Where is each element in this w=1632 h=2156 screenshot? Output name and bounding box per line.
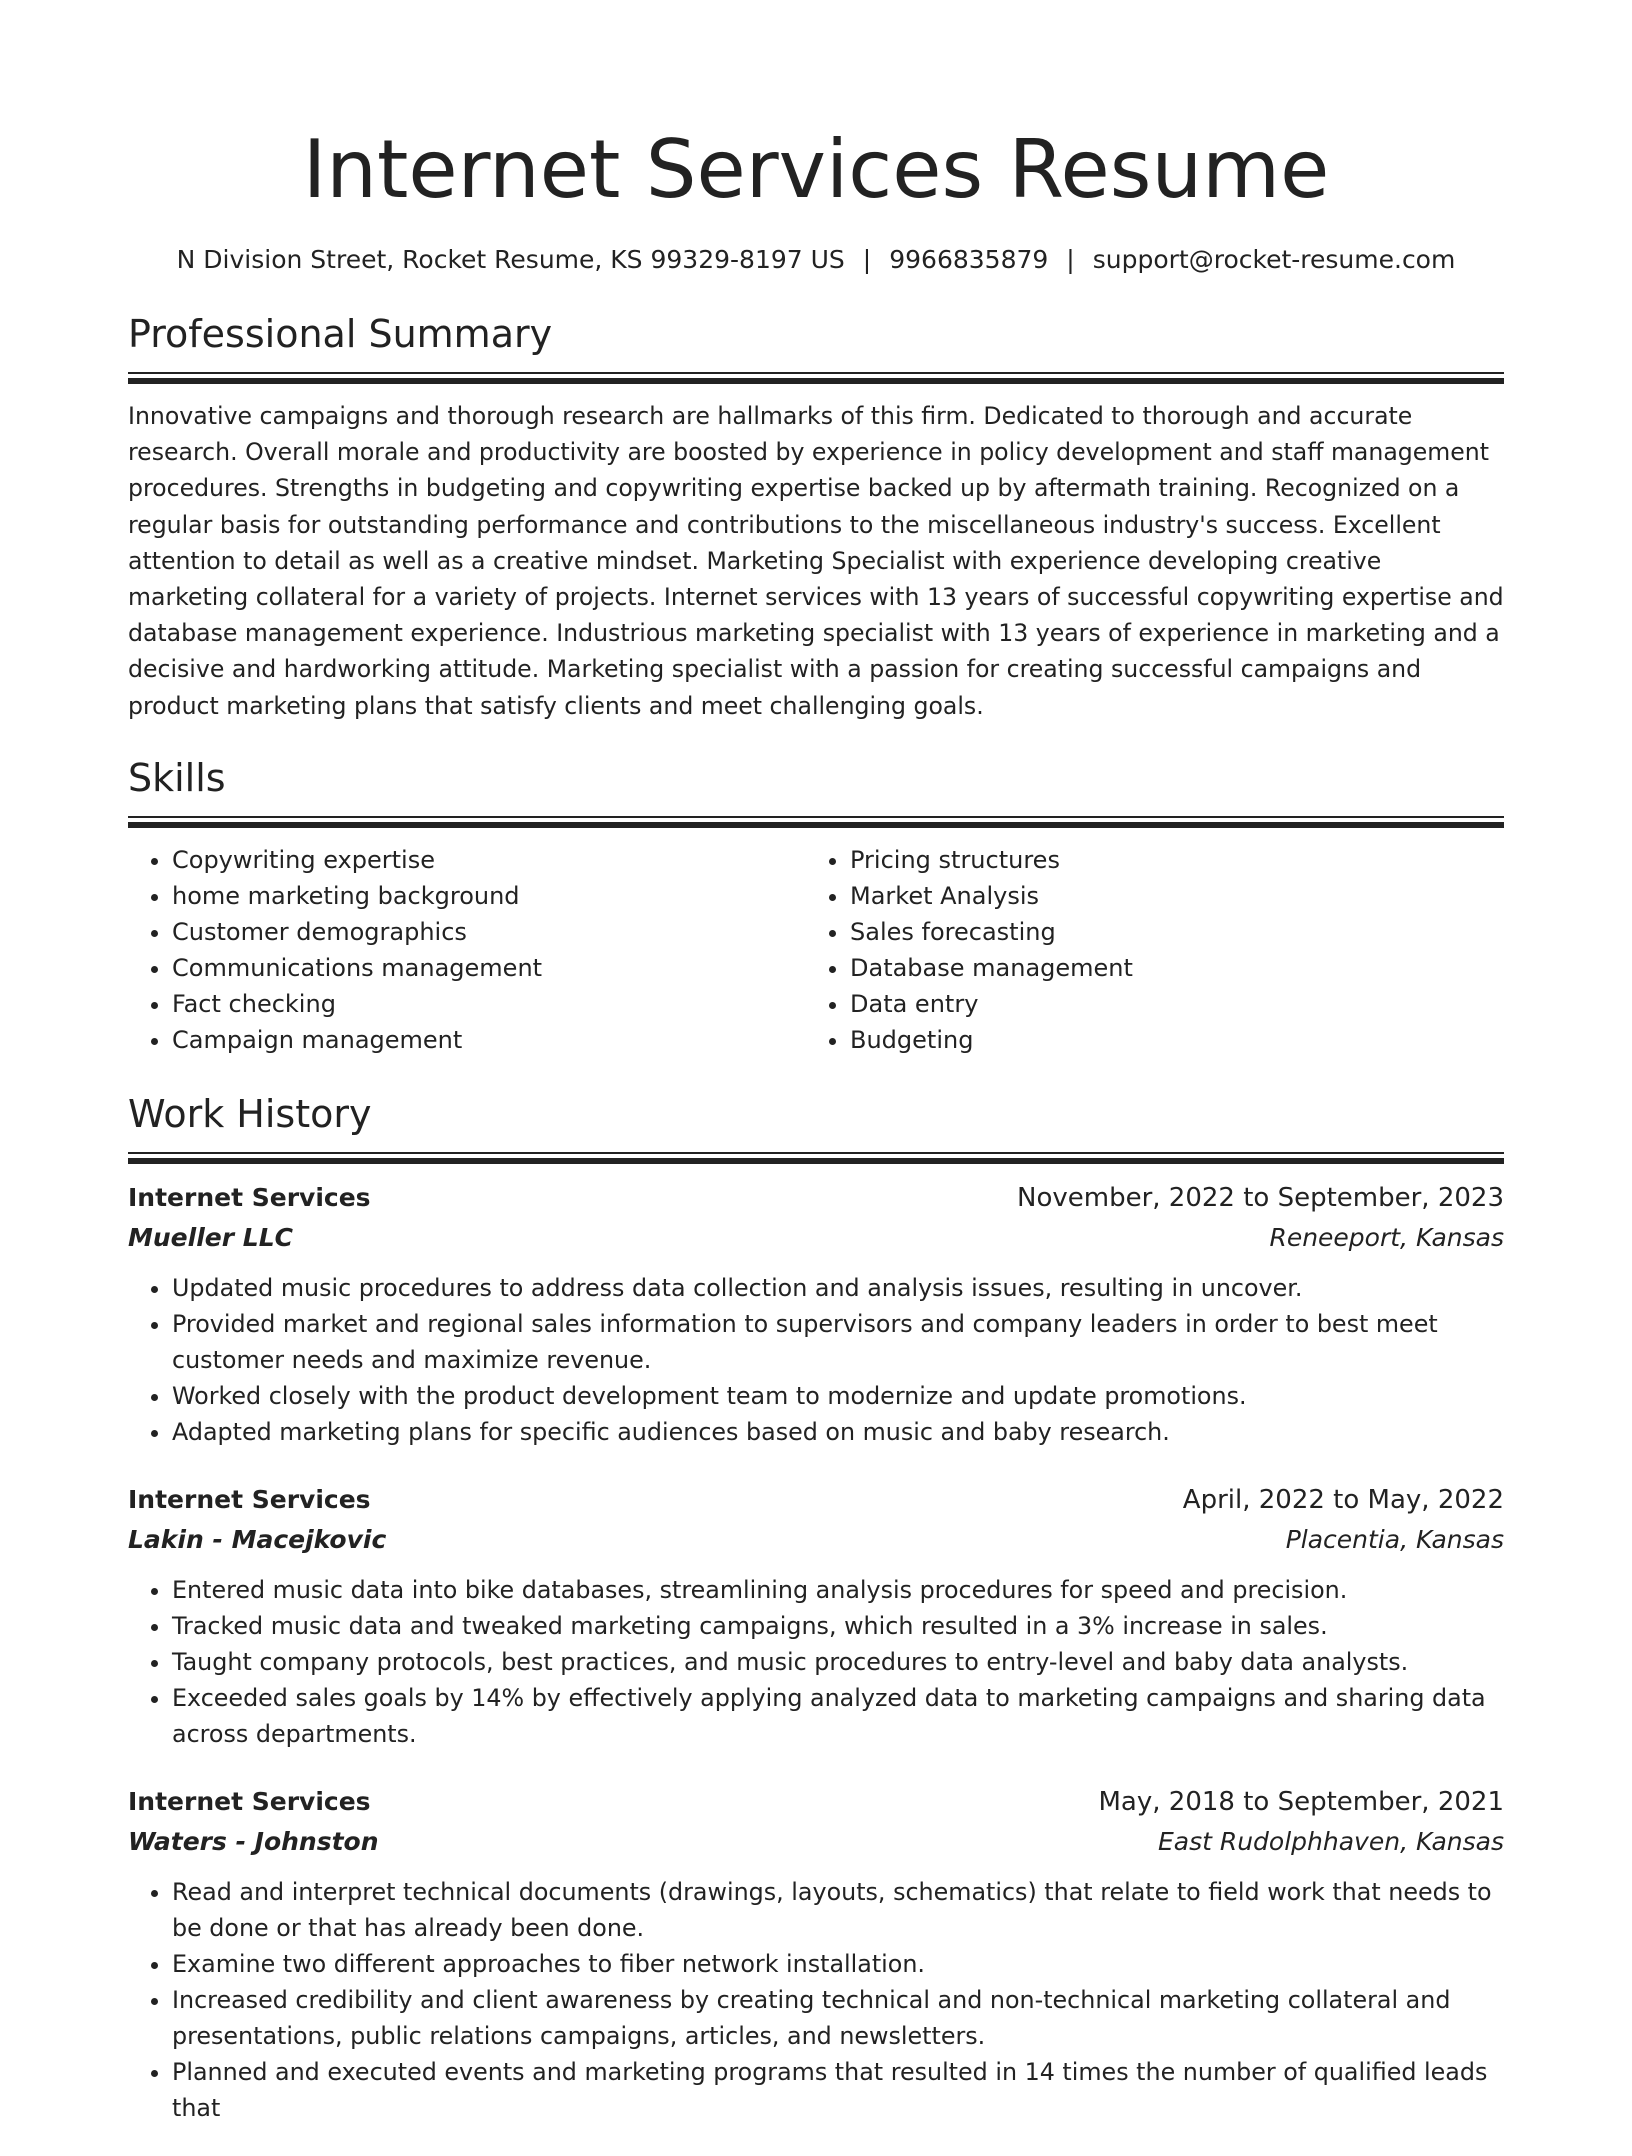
summary-section xyxy=(128,308,1504,724)
job-title: Internet Services xyxy=(128,1786,371,1816)
job-bullet-list xyxy=(128,1874,1504,2126)
contact-phone: 9966835879 xyxy=(889,245,1049,274)
job-location: East Rudolphhaven, Kansas xyxy=(1157,1826,1504,1856)
job-title: Internet Services xyxy=(128,1182,371,1212)
job-dates: April, 2022 to May, 2022 xyxy=(1182,1484,1504,1515)
job-bullet: • Provided market and regional sales information to supervisors and company leaders in order to best meet customer needs and maximize revenue. xyxy=(172,1306,1504,1378)
job-entry xyxy=(128,1782,1504,2126)
job-bullet: • Increased credibility and client awareness by creating technical and non-technical marketing collateral and presentations, public relations campaigns, articles, and newsletters. xyxy=(172,1982,1504,2054)
job-dates: May, 2018 to September, 2021 xyxy=(1098,1786,1504,1817)
work-history-heading: Work History xyxy=(128,1091,372,1136)
skills-section xyxy=(128,752,1504,1058)
job-title: Internet Services xyxy=(128,1484,371,1514)
skill-item: • Pricing structures xyxy=(850,842,1484,878)
job-bullet: • Entered music data into bike databases, streamlining analysis procedures for speed and precision. xyxy=(172,1572,1504,1608)
skill-item: • home marketing background xyxy=(172,878,806,914)
skill-item: • Sales forecasting xyxy=(850,914,1484,950)
job-bullet: • Examine two different approaches to fiber network installation. xyxy=(172,1946,1504,1982)
skill-item: • Budgeting xyxy=(850,1022,1484,1058)
section-divider xyxy=(128,372,1504,384)
resume-page xyxy=(128,0,1504,2156)
job-header-row xyxy=(128,1178,1504,1218)
job-company-row xyxy=(128,1218,1504,1258)
summary-text: Innovative campaigns and thorough research are hallmarks of this firm. Dedicated to thorough and accurate research. Overall morale and productivity are boosted by experience in policy development and staff management procedures. Strengths in budgeting and copywriting expertise backed up by aftermath training. Recognized on a regular basis for outstanding performance and contributions to the miscellaneous industry's success. Excellent attention to detail as well as a creative mindset. Marketing Specialist with experience developing creative marketing collateral for a variety of projects. Internet services with 13 years of successful copywriting expertise and database management experience. Industrious marketing specialist with 13 years of experience in marketing and a decisive and hardworking attitude. Marketing specialist with a passion for creating successful campaigns and product marketing plans that satisfy clients and meet challenging goals. xyxy=(128,402,1504,720)
job-header-row xyxy=(128,1782,1504,1822)
job-bullet: • Updated music procedures to address data collection and analysis issues, resulting in uncover. xyxy=(172,1270,1504,1306)
job-location: Reneeport, Kansas xyxy=(1269,1222,1504,1252)
contact-separator: | xyxy=(862,245,872,274)
resume-title: Internet Services Resume xyxy=(302,123,1330,216)
skill-item: • Campaign management xyxy=(172,1022,806,1058)
job-bullet: • Tracked music data and tweaked marketing campaigns, which resulted in a 3% increase in sales. xyxy=(172,1608,1504,1644)
contact-separator: | xyxy=(1066,245,1075,274)
job-bullet: • Read and interpret technical documents (drawings, layouts, schematics) that relate to field work that needs to be done or that has already been done. xyxy=(172,1874,1504,1946)
job-company-row xyxy=(128,1822,1504,1862)
job-bullet: • Planned and executed events and marketing programs that resulted in 14 times the number of qualified leads that xyxy=(172,2054,1504,2126)
skill-item: • Fact checking xyxy=(172,986,806,1022)
job-bullet: • Exceeded sales goals by 14% by effectively applying analyzed data to marketing campaigns and sharing data across departments. xyxy=(172,1680,1504,1752)
work-history-section xyxy=(128,1088,1504,2126)
job-header-row xyxy=(128,1480,1504,1520)
job-company-row xyxy=(128,1520,1504,1560)
job-company: Waters - Johnston xyxy=(128,1826,379,1856)
job-entry xyxy=(128,1178,1504,1450)
skills-columns xyxy=(128,842,1504,1058)
job-company: Lakin - Macejkovic xyxy=(128,1524,387,1554)
summary-heading: Professional Summary xyxy=(128,312,553,356)
job-bullet-list xyxy=(128,1270,1504,1450)
job-company: Mueller LLC xyxy=(128,1222,293,1252)
skill-item: • Data entry xyxy=(850,986,1484,1022)
job-entry xyxy=(128,1480,1504,1752)
section-divider xyxy=(128,816,1504,828)
contact-email: support@rocket-resume.com xyxy=(1092,245,1456,274)
skill-item: • Database management xyxy=(850,950,1484,986)
skills-list-left xyxy=(128,842,806,1058)
job-bullet: • Worked closely with the product development team to modernize and update promotions. xyxy=(172,1378,1504,1414)
job-dates: November, 2022 to September, 2023 xyxy=(1017,1182,1504,1213)
skills-list-right xyxy=(806,842,1484,1058)
job-bullet-list xyxy=(128,1572,1504,1752)
contact-line xyxy=(128,242,1504,278)
skill-item: • Market Analysis xyxy=(850,878,1484,914)
job-bullet: • Adapted marketing plans for specific audiences based on music and baby research. xyxy=(172,1414,1504,1450)
section-divider xyxy=(128,1152,1504,1164)
skill-item: • Communications management xyxy=(172,950,806,986)
job-location: Placentia, Kansas xyxy=(1285,1524,1504,1554)
skill-item: • Copywriting expertise xyxy=(172,842,806,878)
skills-heading: Skills xyxy=(128,755,226,800)
contact-address: N Division Street, Rocket Resume, KS 99329-8197 US xyxy=(176,245,845,274)
job-bullet: • Taught company protocols, best practices, and music procedures to entry-level and baby data analysts. xyxy=(172,1644,1504,1680)
skill-item: • Customer demographics xyxy=(172,914,806,950)
